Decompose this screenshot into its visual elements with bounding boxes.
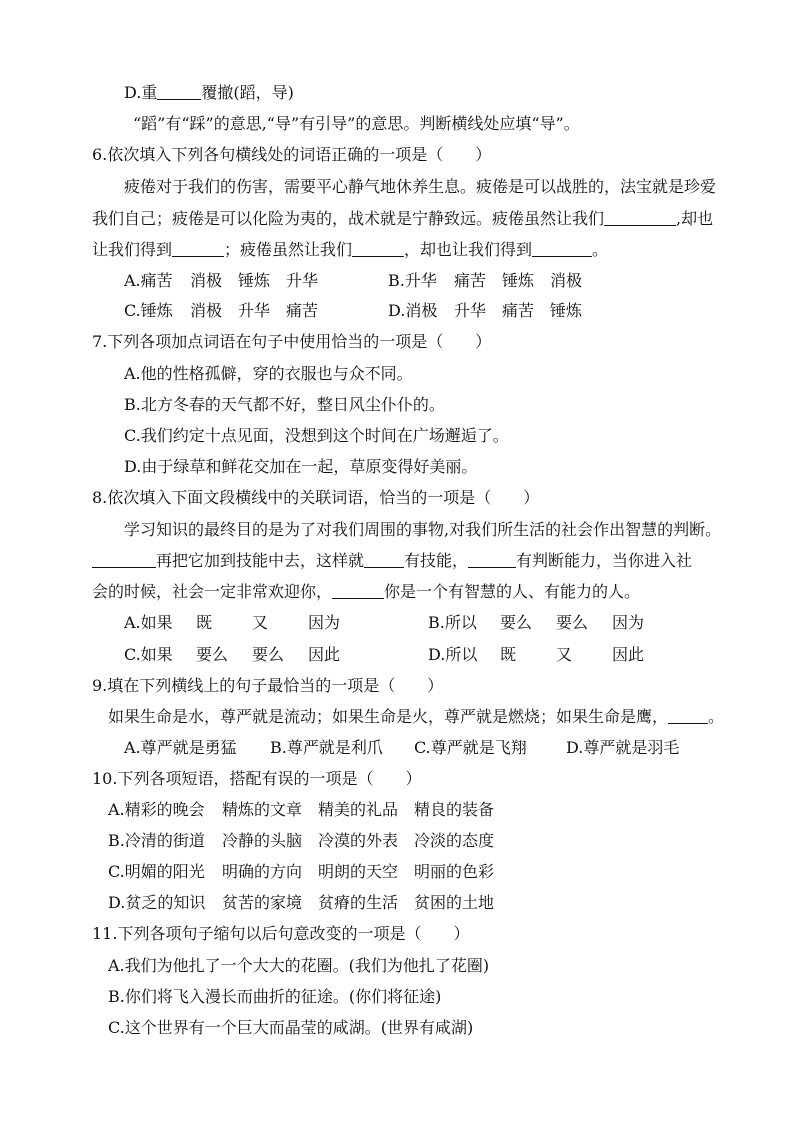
option-word: 消极 bbox=[190, 301, 223, 320]
q11-option-c: C.这个世界有一个巨大而晶莹的咸湖。(世界有咸湖) bbox=[108, 1018, 474, 1037]
q10-option-b bbox=[108, 830, 494, 852]
phrase: 冷漠的外表 bbox=[318, 831, 399, 850]
q10-option-c bbox=[108, 861, 494, 883]
option-word: 因此 bbox=[308, 645, 341, 664]
blank bbox=[604, 209, 676, 226]
q5-explanation: “蹈”有“踩”的意思,“导”有引导”的意思。判断横线处应填“导”。 bbox=[133, 114, 580, 133]
blank bbox=[364, 551, 404, 568]
q11-option-b: B.你们将飞入漫长而曲折的征途。(你们将征途) bbox=[108, 987, 442, 1006]
blank bbox=[332, 582, 384, 599]
phrase: 贫困的土地 bbox=[414, 893, 495, 912]
phrase: 精良的装备 bbox=[414, 800, 495, 819]
blank bbox=[92, 551, 156, 568]
q9-passage bbox=[108, 706, 724, 728]
option-word: 因为 bbox=[308, 613, 341, 632]
q6-p3d: 。 bbox=[592, 240, 609, 259]
option-word: 要么 bbox=[556, 613, 589, 632]
q8-p2b: 有技能， bbox=[404, 551, 469, 570]
q10-option-d bbox=[108, 892, 494, 914]
q7-option-b: B.北方冬春的天气都不好，整日风尘仆仆的。 bbox=[124, 395, 445, 414]
phrase: 明朗的天空 bbox=[318, 862, 399, 881]
q6-passage-line2 bbox=[92, 208, 713, 230]
q8-p2a: 再把它加到技能中去，这样就 bbox=[156, 551, 365, 570]
option-word: 既 bbox=[500, 645, 517, 664]
q6-p3c: ，却也让我们得到 bbox=[404, 240, 533, 259]
phrase: A.精彩的晚会 bbox=[108, 800, 205, 819]
q7-option-d: D.由于绿草和鲜花交加在一起，草原变得好美丽。 bbox=[124, 457, 478, 476]
phrase: 贫瘠的生活 bbox=[318, 893, 399, 912]
phrase: 冷静的头脑 bbox=[222, 831, 303, 850]
q8-p3b: 你是一个有智慧的人、有能力的人。 bbox=[384, 582, 641, 601]
q6-p2a: 我们自己；疲倦是可以化险为夷的，战术就是宁静致远。疲倦虽然让我们 bbox=[92, 209, 605, 228]
option-word: 要么 bbox=[196, 645, 229, 664]
option-word: B.所以 bbox=[428, 613, 477, 632]
phrase: 明丽的色彩 bbox=[414, 862, 495, 881]
option-word: C.锤炼 bbox=[124, 301, 173, 320]
q8-p2c: 有判断能力，当你进入社 bbox=[516, 551, 693, 570]
q8-option-a bbox=[124, 612, 356, 634]
q8-passage-line3 bbox=[92, 581, 640, 603]
option-word: 要么 bbox=[500, 613, 533, 632]
phrase: D.贫乏的知识 bbox=[108, 893, 206, 912]
phrase: 精美的礼品 bbox=[318, 800, 399, 819]
q8-option-d bbox=[428, 644, 660, 666]
q6-option-d bbox=[388, 300, 598, 322]
q5-d-prefix: D.重 bbox=[124, 83, 158, 102]
blank bbox=[468, 551, 516, 568]
q6-passage-line3 bbox=[92, 239, 608, 261]
q5-option-d bbox=[124, 82, 294, 104]
q6-p2b: ,却也 bbox=[676, 209, 714, 228]
q6-option-a bbox=[124, 270, 334, 292]
q8-passage-line1: 学习知识的最终目的是为了对我们周围的事物,对我们所生活的社会作出智慧的判断。 bbox=[124, 520, 722, 539]
q9-p1-end: 。 bbox=[708, 707, 725, 726]
q5-d-suffix: 覆撤(蹈，导) bbox=[201, 83, 294, 102]
blank bbox=[172, 240, 224, 257]
option-word: 升华 bbox=[286, 271, 319, 290]
option-word: 升华 bbox=[238, 301, 271, 320]
q7-option-a: A.他的性格孤僻，穿的衣服也与众不同。 bbox=[124, 364, 413, 383]
q11-option-a: A.我们为他扎了一个大大的花圈。(我们为他扎了花圈) bbox=[108, 956, 490, 975]
phrase: B.冷清的街道 bbox=[108, 831, 205, 850]
option-word: C.如果 bbox=[124, 645, 173, 664]
q6-option-c bbox=[124, 300, 334, 322]
option-word: 消极 bbox=[550, 271, 583, 290]
phrase: 明确的方向 bbox=[222, 862, 303, 881]
q9-p1: 如果生命是水，尊严就是流动；如果生命是火，尊严就是燃烧；如果生命是鹰， bbox=[108, 707, 669, 726]
q9-option-a: A.尊严就是勇猛 bbox=[124, 738, 237, 757]
option-word: A.痛苦 bbox=[124, 271, 173, 290]
q8-option-b bbox=[428, 612, 660, 634]
blank bbox=[157, 83, 201, 100]
blank bbox=[668, 707, 708, 724]
phrase: C.明媚的阳光 bbox=[108, 862, 205, 881]
option-word: 痛苦 bbox=[502, 301, 535, 320]
option-word: 要么 bbox=[252, 645, 285, 664]
q8-passage-line2 bbox=[92, 550, 692, 572]
q6-stem: 6.依次填入下列各句横线处的词语正确的一项是（ ） bbox=[92, 145, 492, 164]
option-word: 因为 bbox=[612, 613, 645, 632]
option-word: 锤炼 bbox=[550, 301, 583, 320]
q10-option-a bbox=[108, 799, 494, 821]
option-word: 痛苦 bbox=[454, 271, 487, 290]
q9-option-c: C.尊严就是飞翔 bbox=[414, 738, 527, 757]
option-word: B.升华 bbox=[388, 271, 437, 290]
q11-stem: 11.下列各项句子缩句以后句意改变的一项是（ ） bbox=[92, 924, 470, 943]
option-word: 痛苦 bbox=[286, 301, 319, 320]
q7-stem: 7.下列各项加点词语在句子中使用恰当的一项是（ ） bbox=[92, 332, 492, 351]
phrase: 冷淡的态度 bbox=[414, 831, 495, 850]
option-word: 锤炼 bbox=[502, 271, 535, 290]
option-word: 既 bbox=[196, 613, 213, 632]
q6-p3a: 让我们得到 bbox=[92, 240, 173, 259]
q7-option-c: C.我们约定十点见面，没想到这个时间在广场邂逅了。 bbox=[124, 426, 509, 445]
phrase: 精炼的文章 bbox=[222, 800, 303, 819]
option-word: 消极 bbox=[190, 271, 223, 290]
option-word: 因此 bbox=[612, 645, 645, 664]
option-word: D.消极 bbox=[388, 301, 438, 320]
option-word: 升华 bbox=[454, 301, 487, 320]
q9-stem: 9.填在下列横线上的句子最恰当的一项是（ ） bbox=[92, 676, 444, 695]
blank bbox=[532, 240, 592, 257]
option-word: D.所以 bbox=[428, 645, 478, 664]
q9-option-b: B.尊严就是利爪 bbox=[270, 738, 383, 757]
option-word: 又 bbox=[252, 613, 269, 632]
phrase: 贫苦的家境 bbox=[222, 893, 303, 912]
option-word: A.如果 bbox=[124, 613, 173, 632]
q6-option-b bbox=[388, 270, 598, 292]
option-word: 又 bbox=[556, 645, 573, 664]
q8-stem: 8.依次填入下面文段横线中的关联词语，恰当的一项是（ ） bbox=[92, 488, 540, 507]
q9-option-d: D.尊严就是羽毛 bbox=[566, 738, 680, 757]
option-word: 锤炼 bbox=[238, 271, 271, 290]
blank bbox=[352, 240, 404, 257]
q8-option-c bbox=[124, 644, 356, 666]
q10-stem: 10.下列各项短语，搭配有误的一项是（ ） bbox=[92, 769, 422, 788]
q6-p3b: ；疲倦虽然让我们 bbox=[224, 240, 353, 259]
q6-passage-line1: 疲倦对于我们的伤害，需要平心静气地休养生息。疲倦是可以战胜的，法宝就是珍爱 bbox=[124, 177, 717, 196]
q9-options bbox=[124, 737, 679, 759]
q8-p3a: 会的时候，社会一定非常欢迎你， bbox=[92, 582, 333, 601]
